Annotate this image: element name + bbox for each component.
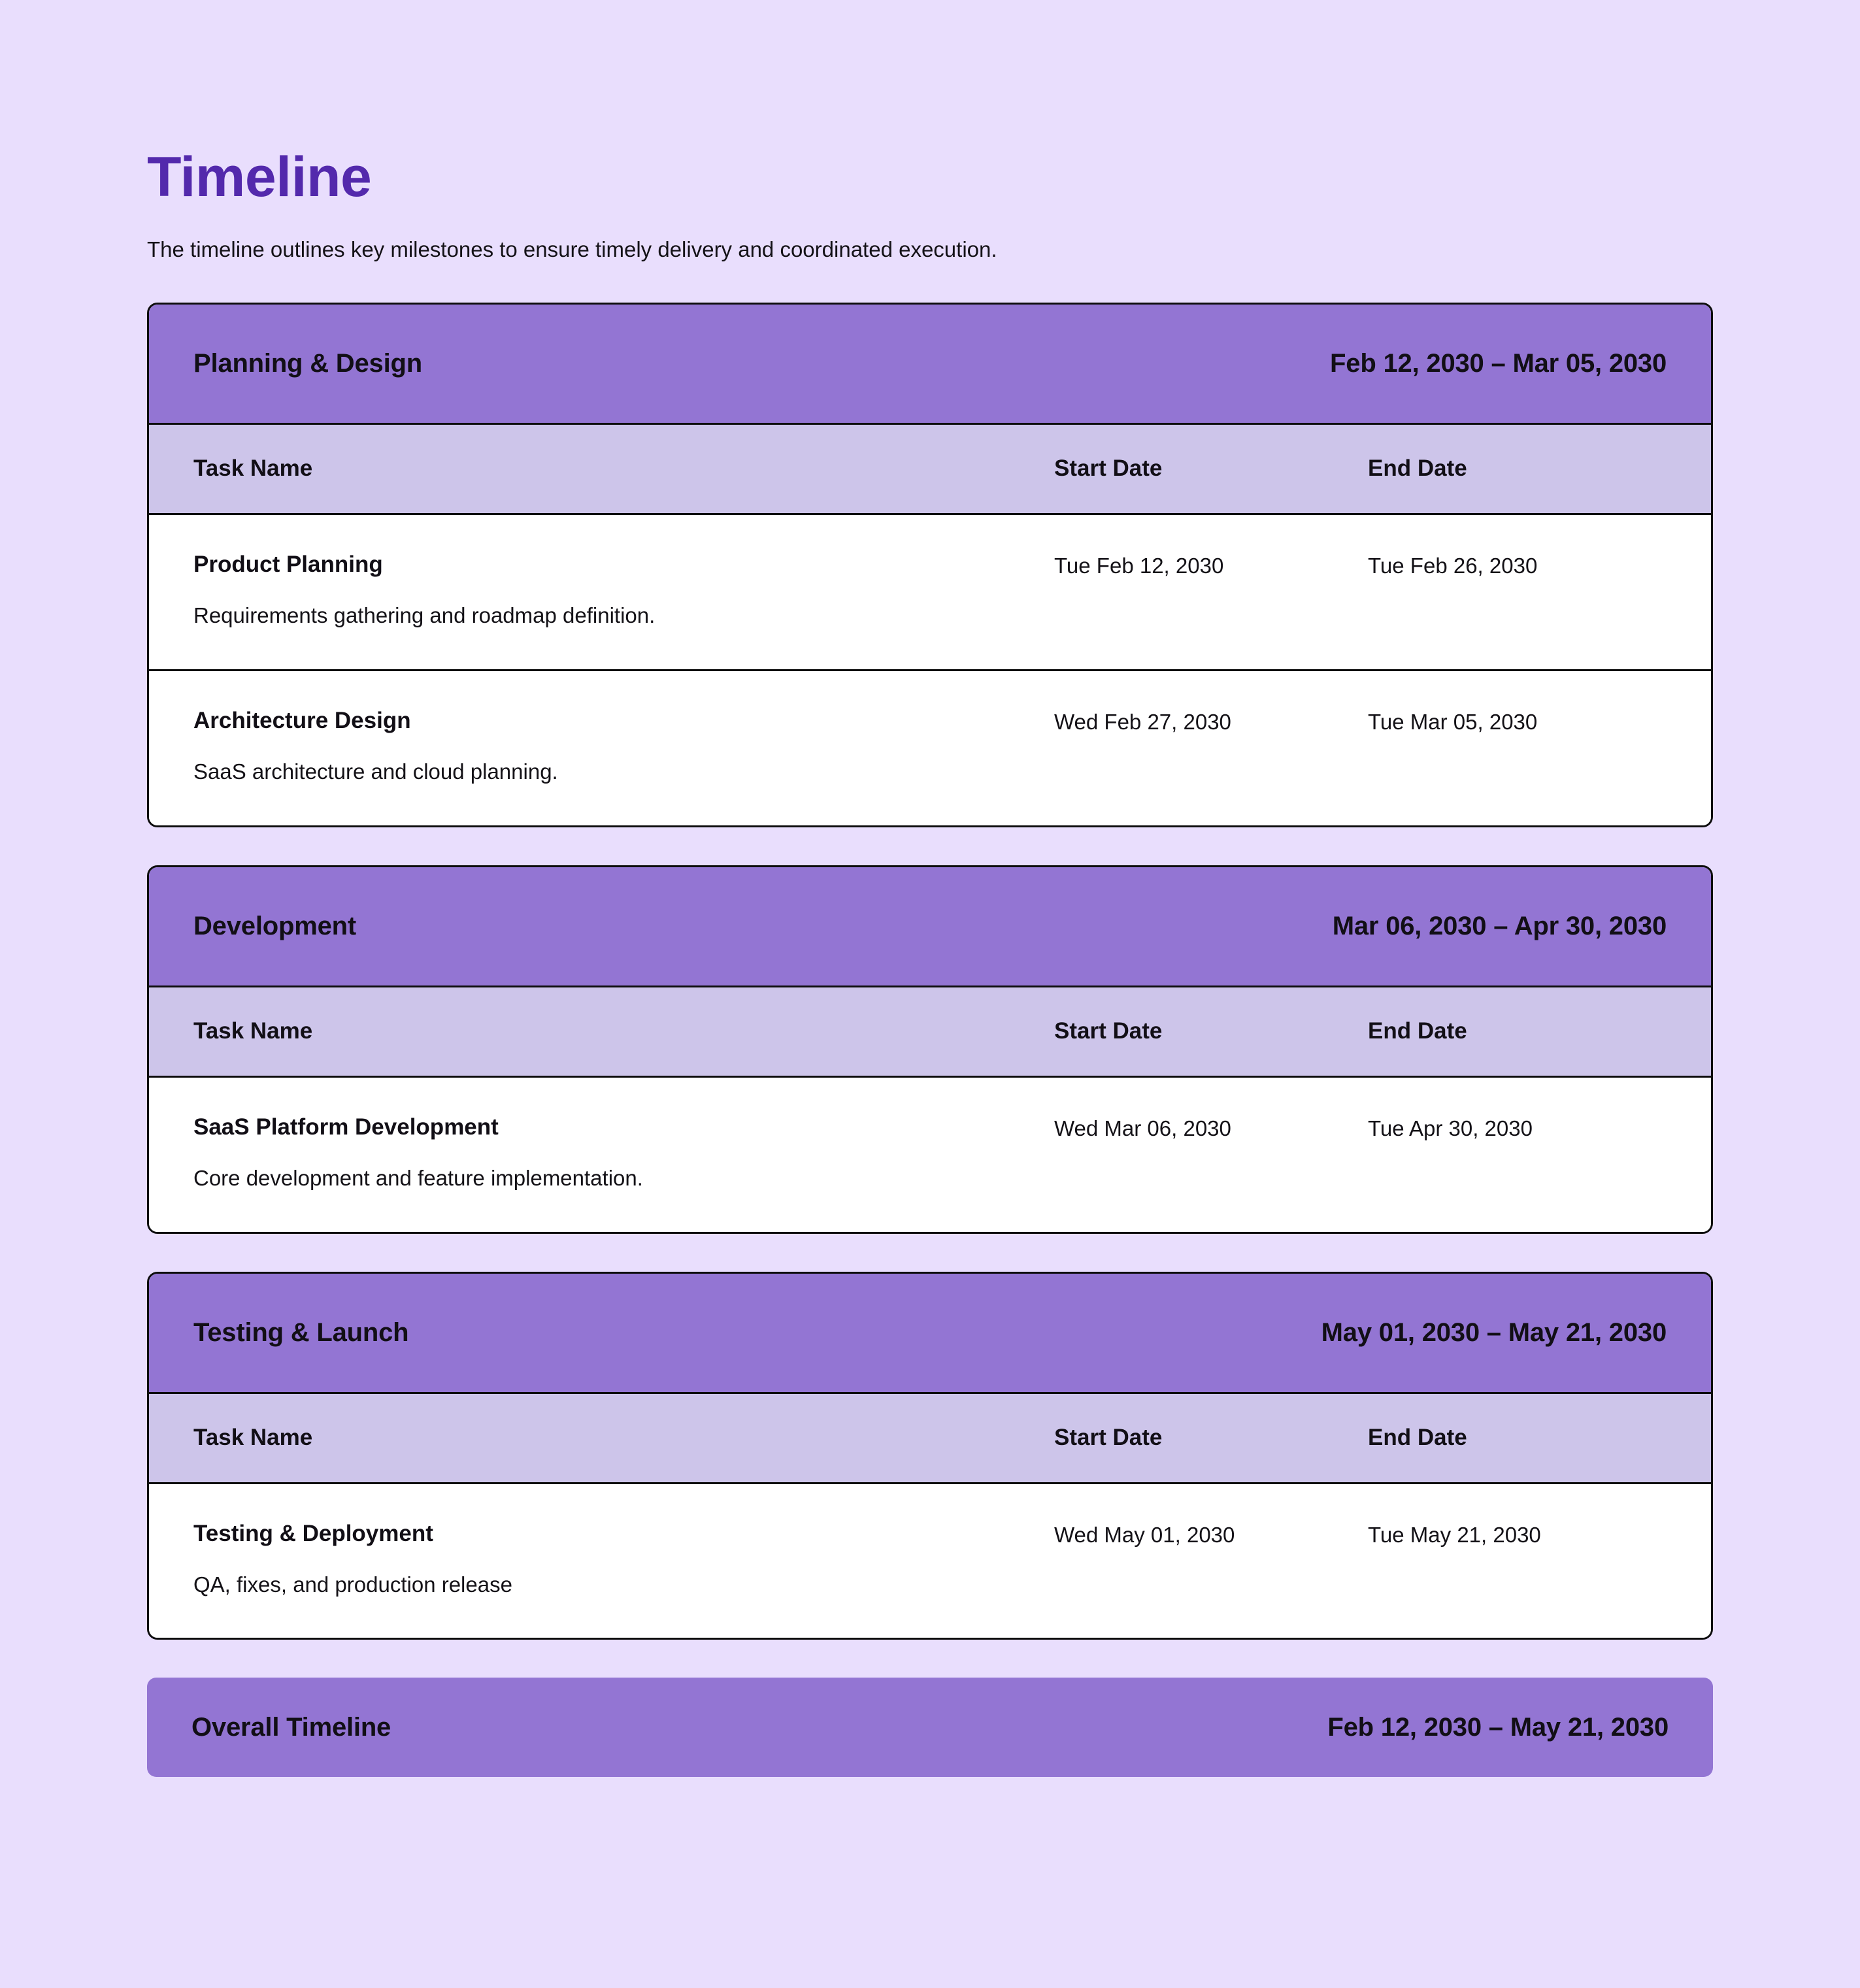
phase-date-range: Mar 06, 2030 – Apr 30, 2030 [1332,911,1667,940]
phase-list [147,303,1713,1640]
table-row [149,669,1711,825]
task-start-date: Wed May 01, 2030 [1054,1522,1235,1547]
task-name: Product Planning [193,551,383,577]
task-name: Testing & Deployment [193,1520,433,1546]
overall-timeline-label: Overall Timeline [191,1712,391,1742]
column-header-end-date: End Date [1368,1018,1467,1044]
phase-header [149,305,1711,425]
table-row [149,1484,1711,1638]
task-name: Architecture Design [193,707,411,733]
phase-header [149,867,1711,987]
page-subtitle: The timeline outlines key milestones to ensure timely delivery and coordinated execution. [147,237,997,262]
phase-name: Planning & Design [193,348,422,378]
column-header-task-name: Task Name [193,1018,313,1044]
task-end-date: Tue Feb 26, 2030 [1368,553,1538,578]
column-header-row [149,987,1711,1078]
column-header-end-date: End Date [1368,456,1467,482]
task-end-date: Tue Mar 05, 2030 [1368,709,1538,734]
phase-header [149,1274,1711,1394]
task-start-date: Wed Feb 27, 2030 [1054,709,1231,734]
task-end-date: Tue Apr 30, 2030 [1368,1116,1533,1140]
phase-card-testing-launch [147,1272,1713,1640]
phase-name: Testing & Launch [193,1317,409,1347]
phase-name: Development [193,911,356,940]
task-start-date: Wed Mar 06, 2030 [1054,1116,1231,1140]
column-header-start-date: Start Date [1054,1018,1163,1044]
task-name: SaaS Platform Development [193,1114,499,1140]
task-description: Core development and feature implementation. [193,1165,643,1190]
column-header-task-name: Task Name [193,1425,313,1451]
task-description: Requirements gathering and roadmap definition. [193,603,656,627]
task-end-date: Tue May 21, 2030 [1368,1522,1541,1547]
overall-timeline-range: Feb 12, 2030 – May 21, 2030 [1327,1712,1669,1742]
page-title: Timeline [147,146,372,208]
column-header-start-date: Start Date [1054,456,1163,482]
column-header-row [149,425,1711,515]
column-header-start-date: Start Date [1054,1425,1163,1451]
phase-card-planning-design [147,303,1713,827]
task-description: SaaS architecture and cloud planning. [193,759,558,784]
overall-timeline-bar [147,1678,1713,1777]
task-start-date: Tue Feb 12, 2030 [1054,553,1224,578]
phase-date-range: Feb 12, 2030 – Mar 05, 2030 [1330,348,1667,378]
page-header [147,0,1713,265]
phase-card-development [147,865,1713,1234]
column-header-row [149,1394,1711,1484]
task-description: QA, fixes, and production release [193,1572,512,1597]
table-row [149,1078,1711,1232]
column-header-end-date: End Date [1368,1425,1467,1451]
column-header-task-name: Task Name [193,456,313,482]
phase-date-range: May 01, 2030 – May 21, 2030 [1321,1317,1667,1347]
table-row [149,515,1711,669]
